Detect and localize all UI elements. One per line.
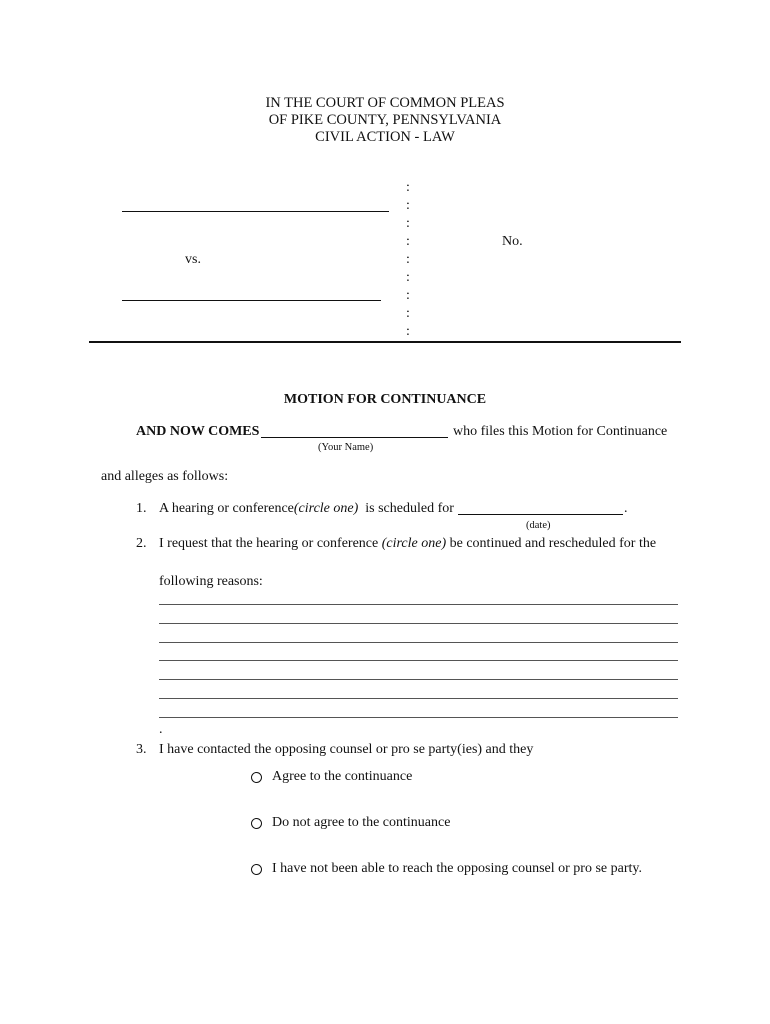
caption-colon: : bbox=[406, 252, 410, 267]
reason-line[interactable] bbox=[159, 642, 678, 643]
reason-line[interactable] bbox=[159, 698, 678, 699]
caption-colon: : bbox=[406, 306, 410, 321]
caption-colon: : bbox=[406, 270, 410, 285]
reason-line[interactable] bbox=[159, 717, 678, 718]
radio-disagree[interactable] bbox=[251, 818, 262, 829]
item-number: 2. bbox=[136, 536, 147, 551]
county-name: OF PIKE COUNTY, PENNSYLVANIA bbox=[268, 112, 502, 128]
option-not-reached-label: I have not been able to reach the opposing counsel or pro se party. bbox=[272, 861, 642, 876]
item-number: 3. bbox=[136, 742, 147, 757]
plaintiff-line[interactable] bbox=[122, 211, 389, 212]
your-name-hint: (Your Name) bbox=[318, 442, 374, 453]
item1-text-b: is scheduled for bbox=[365, 501, 454, 516]
item1-text-a: A hearing or conference bbox=[159, 501, 294, 516]
reason-line[interactable] bbox=[159, 604, 678, 605]
reason-line[interactable] bbox=[159, 660, 678, 661]
date-hint: (date) bbox=[526, 520, 551, 531]
item1-period: . bbox=[624, 501, 628, 516]
caption-colon: : bbox=[406, 198, 410, 213]
action-type: CIVIL ACTION - LAW bbox=[315, 129, 455, 145]
caption-colon: : bbox=[406, 234, 410, 249]
caption-colon: : bbox=[406, 180, 410, 195]
item2-text-b: be continued and rescheduled for the bbox=[449, 536, 657, 551]
court-name: IN THE COURT OF COMMON PLEAS bbox=[265, 95, 505, 111]
following-reasons: following reasons: bbox=[159, 574, 263, 589]
motion-title: MOTION FOR CONTINUANCE bbox=[283, 392, 487, 407]
who-files-text: who files this Motion for Continuance bbox=[453, 424, 668, 439]
item1-text bbox=[159, 501, 454, 517]
caption-colon: : bbox=[406, 324, 410, 339]
circle-one-hint: (circle one) bbox=[293, 501, 359, 516]
radio-not-reached[interactable] bbox=[251, 864, 262, 875]
item-number: 1. bbox=[136, 501, 147, 516]
reason-line[interactable] bbox=[159, 679, 678, 680]
item2-text bbox=[159, 536, 656, 552]
caption-divider bbox=[89, 341, 681, 343]
item2-text-a: I request that the hearing or conference bbox=[159, 536, 379, 551]
your-name-line[interactable] bbox=[261, 437, 448, 438]
hearing-date-line[interactable] bbox=[458, 514, 623, 515]
alleges-text: and alleges as follows: bbox=[101, 469, 229, 484]
option-disagree-label: Do not agree to the continuance bbox=[272, 815, 451, 830]
caption-colon: : bbox=[406, 216, 410, 231]
defendant-line[interactable] bbox=[122, 300, 381, 301]
radio-agree[interactable] bbox=[251, 772, 262, 783]
circle-one-hint: (circle one) bbox=[381, 536, 447, 551]
item3-text: I have contacted the opposing counsel or pro se party(ies) and they bbox=[159, 742, 534, 757]
reasons-period: . bbox=[159, 722, 163, 737]
caption-colon: : bbox=[406, 288, 410, 303]
and-now-comes: AND NOW COMES bbox=[136, 424, 260, 439]
reason-line[interactable] bbox=[159, 623, 678, 624]
versus-label: vs. bbox=[185, 252, 201, 267]
case-number-label: No. bbox=[502, 234, 523, 249]
option-agree-label: Agree to the continuance bbox=[272, 769, 413, 784]
